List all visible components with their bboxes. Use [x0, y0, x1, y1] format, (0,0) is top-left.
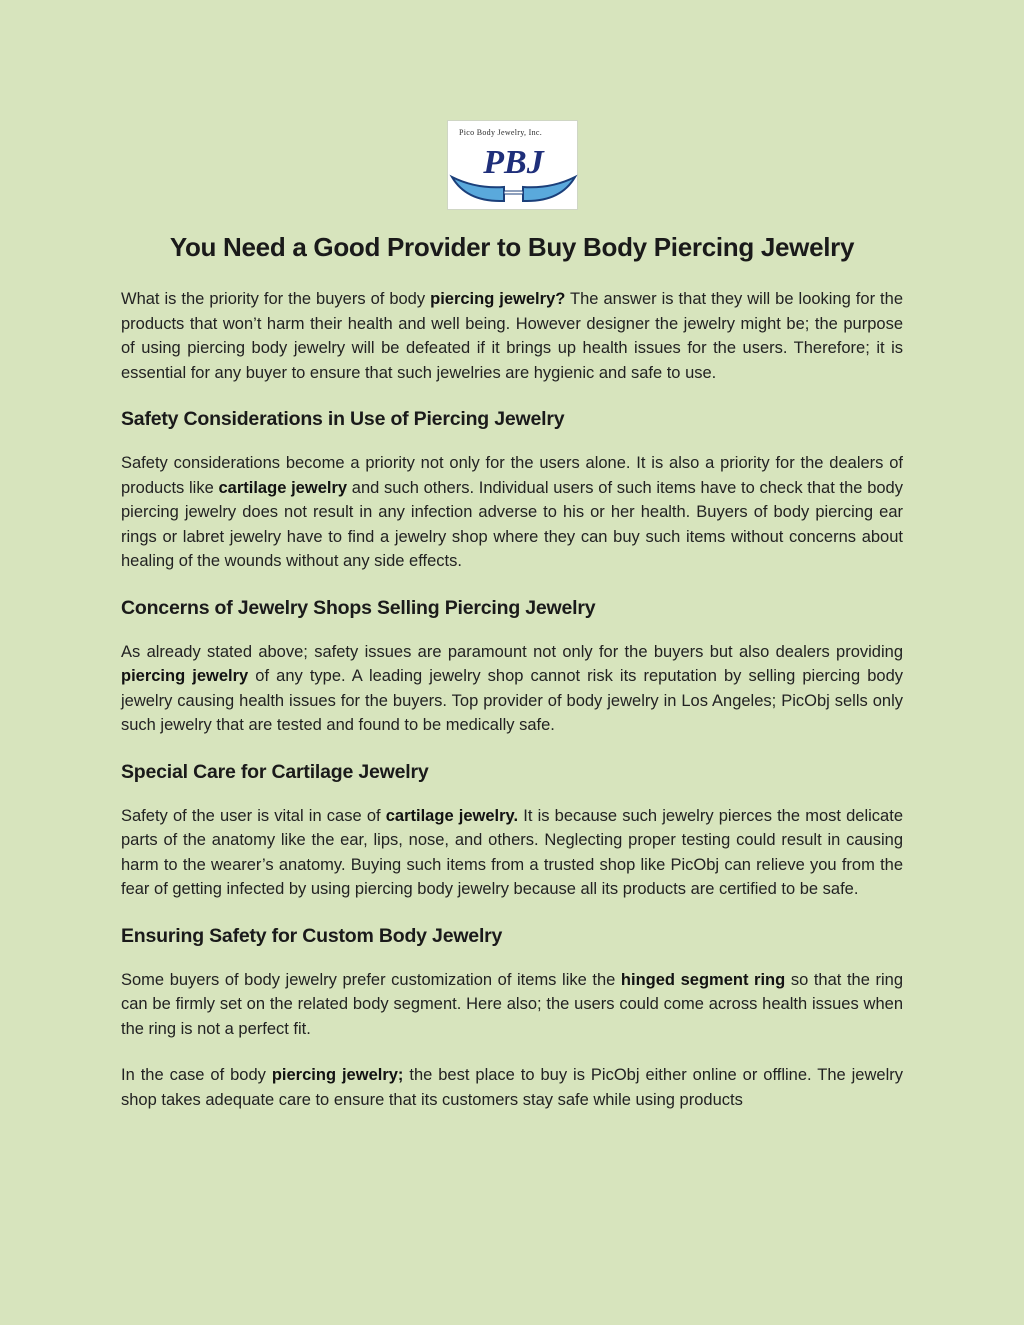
keyword-cartilage-jewelry: cartilage jewelry.: [385, 806, 519, 825]
article-body: [121, 287, 903, 1134]
logo-letters: PBJ: [483, 144, 544, 181]
closing-paragraph: In the case of body piercing jewelry; the best place to buy is PicObj either online or offline. The jewelry shop takes adequate care to ensure that its customers stay safe while using products: [121, 1066, 903, 1109]
keyword-cartilage-jewelry: cartilage jewelry: [218, 478, 348, 497]
intro-paragraph: What is the priority for the buyers of body piercing jewelry? The answer is that they will be looking for the products that won’t harm their health and well being. However designer the jewelry might be; the purpose of using piercing body jewelry will be defeated if it brings up health issues for the users. Therefore; it is essential for any buyer to ensure that such jewelries are hygienic and safe to use.: [121, 290, 903, 382]
logo-connector: [504, 191, 523, 194]
heading-safety-considerations: Safety Considerations in Use of Piercing Jewelry: [121, 408, 565, 430]
keyword-hinged-segment-ring: hinged segment ring: [620, 970, 786, 989]
paragraph-custom-jewelry: Some buyers of body jewelry prefer customization of items like the hinged segment ring so that the ring can be firmly set on the related body segment. Here also; the users could come across health issues when the ring is not a perfect fit.: [121, 970, 903, 1038]
keyword-piercing-jewelry: piercing jewelry: [121, 667, 249, 685]
keyword-piercing-jewelry: piercing jewelry?: [430, 290, 566, 308]
page-title: You Need a Good Provider to Buy Body Piercing Jewelry: [169, 232, 855, 262]
paragraph-safety-considerations: Safety considerations become a priority not only for the users alone. It is also a priority for the dealers of products like cartilage jewelry and such others. Individual users of such items have to check that the body piercing jewelry does not result in any infection adverse to his or her health. Buyers of body piercing ear rings or labret jewelry have to find a jewelry shop where they can buy such items without concerns about healing of the wounds without any side effects.: [121, 454, 903, 570]
pbj-logo-icon: [448, 121, 579, 211]
keyword-piercing-jewelry: piercing jewelry;: [271, 1066, 404, 1084]
logo-caption: Pico Body Jewelry, Inc.: [459, 128, 543, 137]
company-logo: [447, 120, 578, 210]
heading-custom-jewelry: Ensuring Safety for Custom Body Jewelry: [121, 924, 503, 947]
paragraph-cartilage-care: Safety of the user is vital in case of cartilage jewelry. It is because such jewelry pierces the most delicate parts of the anatomy like the ear, lips, nose, and others. Neglecting proper testing could result in causing harm to the wearer’s anatomy. Buying such items from a trusted shop like PicObj can relieve you from the fear of getting infected by using piercing body jewelry because all its products are certified to be safe.: [121, 806, 903, 898]
heading-shop-concerns: Concerns of Jewelry Shops Selling Piercing Jewelry: [121, 596, 596, 619]
paragraph-shop-concerns: As already stated above; safety issues are paramount not only for the buyers but also dealers providing piercing jewelry of any type. A leading jewelry shop cannot risk its reputation by selling piercing body jewelry causing health issues for the buyers. Top provider of body jewelry in Los Angeles; PicObj sells only such jewelry that are tested and found to be medically safe.: [121, 642, 903, 734]
heading-cartilage-care: Special Care for Cartilage Jewelry: [121, 760, 429, 783]
